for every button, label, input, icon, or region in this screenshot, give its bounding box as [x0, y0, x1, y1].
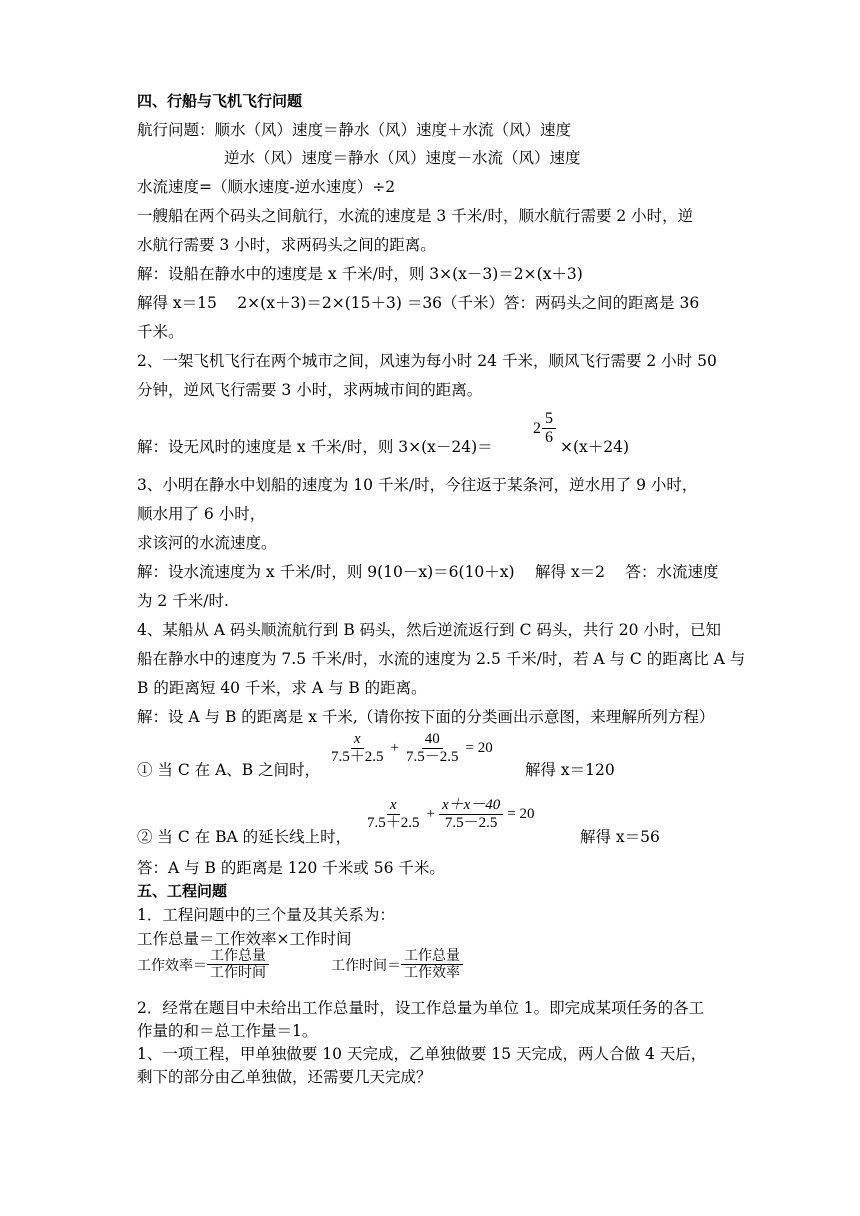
case2-fraction-1: [364, 797, 423, 833]
case2-fraction-2-numerator: x＋x－40: [439, 797, 503, 815]
problem2-solution-a: 解：设无风时的速度是 x 千米/时，则 3×(x－24)＝: [137, 438, 493, 456]
case2-fraction-2: [439, 797, 503, 833]
problem2-line1: 2、一架飞机飞行在两个城市之间，风速为每小时 24 千米，顺风飞行需要 2 小时 50: [137, 352, 717, 370]
case2-equation: [364, 797, 539, 833]
mixed-number-numerator: 5: [542, 410, 556, 429]
case2-fraction-1-denominator: 7.5＋2.5: [367, 815, 420, 832]
problem3-line1: 3、小明在静水中划船的速度为 10 千米/时，今往返于某条河，逆水用了 9 小时，: [137, 476, 698, 494]
mixed-number-fraction: [542, 410, 556, 448]
time-label: 工作时间＝: [331, 957, 401, 974]
problem3-solution-2: 为 2 千米/时.: [137, 592, 229, 610]
case1-equation: [328, 731, 497, 767]
case1-fraction-1: [328, 731, 387, 767]
formula-downstream: 航行问题：顺水（风）速度＝静水（风）速度＋水流（风）速度: [137, 121, 572, 139]
section5-item2-line2: 作量的和＝总工作量＝1。: [137, 1022, 318, 1040]
problem1-solution-2: 解得 x＝15 2×(x＋3)＝2×(15＋3) ＝36（千米）答：两码头之间的距离是 36: [137, 294, 700, 312]
section5-item1: 1．工程问题中的三个量及其关系为：: [137, 906, 395, 924]
case1-fraction-1-denominator: 7.5＋2.5: [331, 749, 384, 766]
problem4-answer: 答：A 与 B 的距离是 120 千米或 56 千米。: [137, 859, 445, 877]
efficiency-denominator: 工作时间: [210, 965, 266, 982]
problem2-line2: 分钟，逆风飞行需要 3 小时，求两城市间的距离。: [137, 381, 483, 399]
case1-plus: +: [390, 740, 399, 757]
case1-fraction-2: [403, 731, 462, 767]
case1-label: ① 当 C 在 A、B 之间时，: [137, 761, 321, 779]
case2-equals: = 20: [507, 806, 535, 823]
problem1-solution-3: 千米。: [137, 323, 184, 341]
mixed-number-whole: 2: [533, 419, 541, 437]
case2-label: ② 当 C 在 BA 的延长线上时，: [137, 828, 352, 846]
time-fraction: [401, 948, 463, 981]
problem2-solution-b: ×(x＋24): [560, 438, 630, 456]
section5-question1-line2: 剩下的部分由乙单独做，还需要几天完成？: [137, 1068, 432, 1086]
formula-upstream: 逆水（风）速度＝静水（风）速度－水流（风）速度: [224, 149, 581, 167]
case2-fraction-1-numerator: x: [387, 797, 400, 815]
case1-fraction-2-numerator: 40: [422, 731, 443, 749]
case2-plus: +: [426, 806, 435, 823]
problem3-line2: 顺水用了 6 小时，: [137, 505, 266, 523]
mixed-number-denominator: 6: [545, 429, 553, 447]
problem4-line1: 4、某船从 A 码头顺流航行到 B 码头，然后逆流返行到 C 码头，共行 20 小时，已知: [137, 621, 721, 639]
case1-fraction-1-numerator: x: [351, 731, 364, 749]
problem1-solution-1: 解：设船在静水中的速度是 x 千米/时，则 3×(x－3)＝2×(x＋3): [137, 265, 583, 283]
time-denominator: 工作效率: [404, 965, 460, 982]
section5-relation: 工作总量＝工作效率×工作时间: [137, 930, 352, 948]
problem3-solution-1: 解：设水流速度为 x 千米/时，则 9(10－x)＝6(10＋x) 解得 x＝2 答：水流速度: [137, 563, 719, 581]
time-formula: [331, 948, 463, 981]
time-numerator: 工作总量: [401, 948, 463, 965]
problem3-line3: 求该河的水流速度。: [137, 534, 277, 552]
case2-result: 解得 x＝56: [580, 828, 660, 846]
problem4-line2: 船在静水中的速度为 7.5 千米/时，水流的速度为 2.5 千米/时，若 A 与 C 的距离比 A 与: [137, 650, 746, 668]
efficiency-numerator: 工作总量: [207, 948, 269, 965]
section5-question1-line1: 1、一项工程，甲单独做要 10 天完成，乙单独做要 15 天完成，两人合做 4 天后，: [137, 1045, 707, 1063]
section4-title: 四、行船与飞机飞行问题: [137, 92, 303, 110]
case1-result: 解得 x＝120: [525, 761, 615, 779]
efficiency-fraction: [207, 948, 269, 981]
case1-equals: = 20: [465, 740, 493, 757]
problem4-line3: B 的距离短 40 千米，求 A 与 B 的距离。: [137, 679, 427, 697]
problem1-line1: 一艘船在两个码头之间航行，水流的速度是 3 千米/时，顺水航行需要 2 小时，逆: [137, 207, 694, 225]
problem1-line2: 水航行需要 3 小时，求两码头之间的距离。: [137, 236, 436, 254]
section5-item2-line1: 2．经常在题目中未给出工作总量时，设工作总量为单位 1。即完成某项任务的各工: [137, 999, 705, 1017]
efficiency-label: 工作效率＝: [137, 957, 207, 974]
case2-fraction-2-denominator: 7.5－2.5: [444, 815, 498, 832]
section5-title: 五、工程问题: [137, 882, 228, 900]
efficiency-formula: [137, 948, 269, 981]
case1-fraction-2-denominator: 7.5－2.5: [405, 749, 459, 766]
problem4-solution: 解：设 A 与 B 的距离是 x 千米,（请你按下面的分类画出示意图，来理解所列方程）: [137, 708, 715, 726]
formula-current-speed: 水流速度=（顺水速度-逆水速度）÷2: [137, 178, 396, 196]
mixed-number: [533, 410, 556, 448]
